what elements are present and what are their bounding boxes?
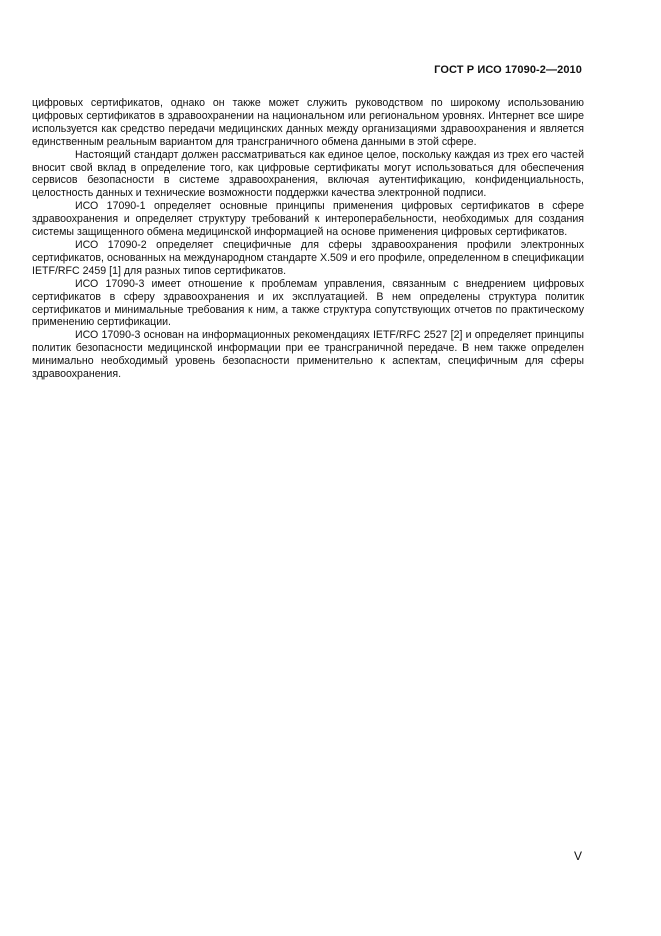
paragraph-continuation: цифровых сертификатов, однако он также может служить руководством по широкому использованию цифровых сертификатов в здравоохранении на национальном или региональном уровнях. Интернет все шире используется как средство передачи медицинских данных между организациями здравоохранения и является единственным реальным вариантом для трансграничного обмена данными в этой сфере.	[32, 97, 584, 148]
body-text	[32, 97, 584, 381]
paragraph-iso-17090-3-rfc: ИСО 17090-3 основан на информационных рекомендациях IETF/RFC 2527 [2] и определяет принципы политик безопасности медицинской информации при ее трансграничной передаче. В нем также определен минимально необходимый уровень безопасности применительно к аспектам, специфичным для сферы здравоохранения.	[32, 329, 584, 381]
paragraph-standard-overview: Настоящий стандарт должен рассматриваться как единое целое, поскольку каждая из трех его частей вносит свой вклад в определение того, как цифровые сертификаты могут использоваться для обеспечения сервисов безопасности в системе здравоохранения, включая аутентификацию, конфиденциальность, целостность данных и технические возможности поддержки качества электронной подписи.	[32, 148, 584, 200]
document-code-header: ГОСТ Р ИСО 17090-2—2010	[434, 64, 582, 76]
paragraph-iso-17090-3-management: ИСО 17090-3 имеет отношение к проблемам управления, связанным с внедрением цифровых сертификатов в сферу здравоохранения и их эксплуатацией. В нем определены структура политик сертификатов и минимальные требования к ним, а также структура сопутствующих отчетов по практическому применению сертификации.	[32, 277, 584, 329]
paragraph-iso-17090-2: ИСО 17090-2 определяет специфичные для сферы здравоохранения профили электронных сертификатов, основанных на международном стандарте X.509 и его профиле, определенном в спецификации IETF/RFC 2459 [1] для разных типов сертификатов.	[32, 238, 584, 277]
page-number: V	[573, 849, 582, 863]
paragraph-iso-17090-1: ИСО 17090-1 определяет основные принципы применения цифровых сертификатов в сфере здравоохранения и определяет структуру требований к интероперабельности, необходимых для создания системы защищенного обмена медицинской информацией на основе применения цифровых сертификатов.	[32, 200, 584, 239]
